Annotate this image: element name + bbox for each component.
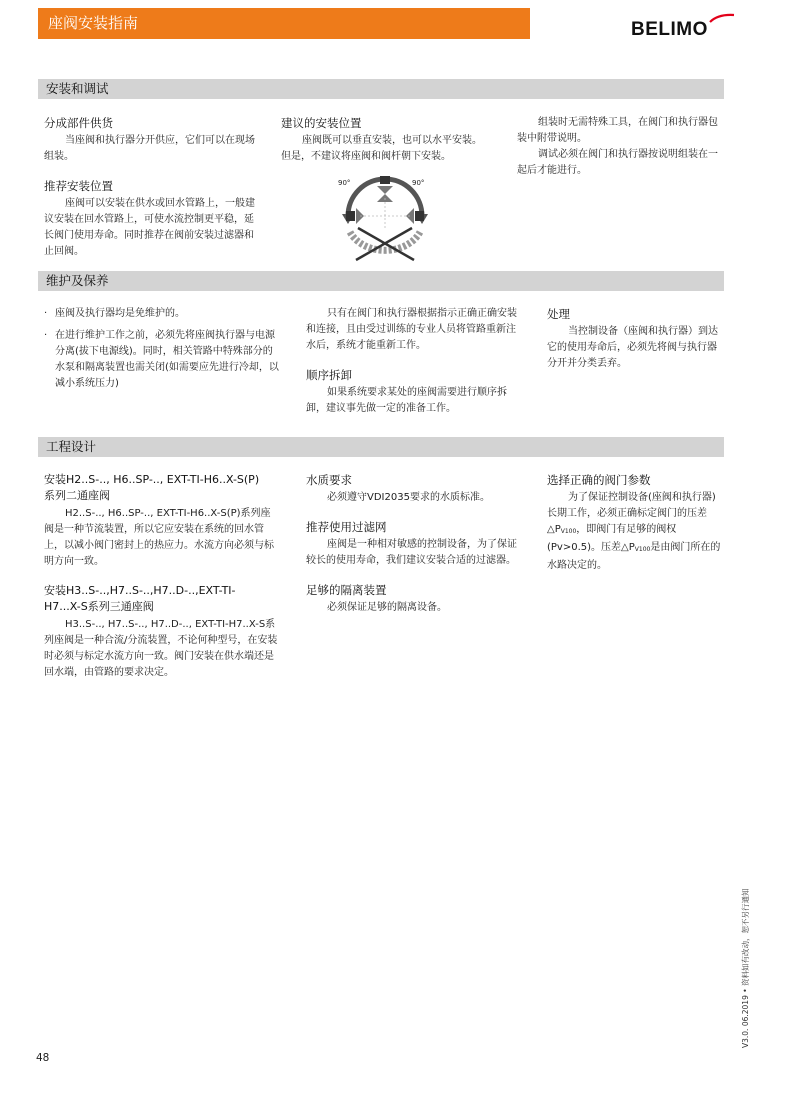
engineering-col-1 <box>44 472 280 681</box>
heading-three-way-valve-cont: H7...X-S系列三通座阀 <box>44 600 154 613</box>
paragraph: 只有在阀门和执行器根据指示正确正确安装和连接，且由受过训练的专业人员将管路重新注水后，系统才能重新工作。 <box>306 308 517 351</box>
page-title: 座阀安装指南 <box>38 8 530 39</box>
section-title-maintenance: 维护及保养 <box>38 271 724 291</box>
belimo-logo <box>628 13 738 43</box>
heading-water-quality: 水质要求 <box>306 473 352 487</box>
heading-two-way-valve: 安装H2..S-.., H6..SP-.., EXT-TI-H6..X-S(P) <box>44 473 260 486</box>
angle-label-right: 90° <box>412 179 425 187</box>
version-note: V3.0. 06.2019 • 资料如有改动，恕不另行通知 <box>741 888 750 1048</box>
heading-three-way-valve: 安装H3..S-..,H7..S-..,H7..D-..,EXT-TI- <box>44 584 236 597</box>
heading-valve-parameters: 选择正确的阀门参数 <box>547 473 651 487</box>
heading-disposal: 处理 <box>547 307 570 321</box>
section-title-engineering: 工程设计 <box>38 437 724 457</box>
bullet-item: · 在进行维护工作之前，必须先将座阀执行器与电源分离(拔下电源线)。同时，相关管路中特殊部分的水泵和隔离装置也需关闭(如需要应先进行冷却，以减小系统压力) <box>44 330 279 389</box>
paragraph: 座阀是一种相对敏感的控制设备，为了保证较长的使用寿命，我们建议安装合适的过滤器。 <box>306 539 517 566</box>
install-col-2 <box>281 115 491 165</box>
heading-suggested-position: 建议的安装位置 <box>281 116 362 130</box>
engineering-col-3 <box>547 472 723 574</box>
install-col-1 <box>44 115 256 260</box>
heading-recommended-position: 推荐安装位置 <box>44 179 113 193</box>
angle-label-left: 90° <box>338 179 351 187</box>
paragraph: H2..S-.., H6..SP-.., EXT-TI-H6..X-S(P)系列座阀是一种节流装置，所以它应安装在系统的回水管上，以减小阀门密封上的热应力。水流方向必须与标明方向一致。 <box>44 508 274 567</box>
paragraph: 调试必须在阀门和执行器按说明组装在一起后才能进行。 <box>517 149 718 176</box>
brand-name: BELIMO <box>631 19 708 40</box>
maintenance-col-3 <box>547 306 723 372</box>
paragraph: H3..S-.., H7..S-.., H7..D-.., EXT-TI-H7..X-S系列座阀是一种合流/分流装置，不论何种型号，在安装时必须与标定水流方向一致。阀门安装在供水端还是回水端，由管路的要求决定。 <box>44 619 278 678</box>
section-title-install: 安装和调试 <box>38 79 724 99</box>
bullet-dot-icon: · <box>44 330 48 341</box>
paragraph: 组装时无需特殊工具，在阀门和执行器包装中附带说明。 <box>517 117 718 144</box>
maintenance-col-1 <box>44 306 280 398</box>
paragraph: 必须保证足够的隔离设备。 <box>327 602 447 613</box>
maintenance-col-2 <box>306 306 520 417</box>
paragraph: 座阀既可以垂直安装，也可以水平安装。但是，不建议将座阀和阀杆朝下安装。 <box>281 135 482 162</box>
logo-swoosh-icon <box>708 13 736 23</box>
paragraph: 为了保证控制设备(座阀和执行器)长期工作，必须正确标定阀门的压差△PV100，即阀门有足够的阀权(Pv>0.5)。压差△PV100是由阀门所在的水路决定的。 <box>547 492 721 571</box>
page-number: 48 <box>36 1052 50 1064</box>
heading-sequential-removal: 顺序拆卸 <box>306 368 352 382</box>
heading-isolation: 足够的隔离装置 <box>306 583 387 597</box>
paragraph: 当座阀和执行器分开供应，它们可以在现场组装。 <box>44 135 255 162</box>
paragraph: 如果系统要求某处的座阀需要进行顺序拆卸，建议事先做一定的准备工作。 <box>306 387 507 414</box>
bullet-dot-icon: · <box>44 308 48 319</box>
forbidden-downward-cross-icon <box>350 228 420 260</box>
paragraph: 座阀可以安装在供水或回水管路上，一般建议安装在回水管路上，可使水流控制更平稳，延长阀门使用寿命。同时推荐在阀前安装过滤器和止回阀。 <box>44 198 255 257</box>
heading-filter: 推荐使用过滤网 <box>306 520 387 534</box>
install-col-3 <box>517 115 723 179</box>
paragraph: 当控制设备（座阀和执行器）到达它的使用寿命后，必须先将阀与执行器分开并分类丢弃。 <box>547 326 718 369</box>
engineering-col-2 <box>306 472 520 616</box>
installation-orientation-diagram <box>330 172 440 262</box>
heading-separate-delivery: 分成部件供货 <box>44 116 113 130</box>
paragraph: 必须遵守VDI2035要求的水质标准。 <box>327 492 490 503</box>
heading-two-way-valve-cont: 系列二通座阀 <box>44 489 110 502</box>
bullet-item: · 座阀及执行器均是免维护的。 <box>44 306 280 322</box>
